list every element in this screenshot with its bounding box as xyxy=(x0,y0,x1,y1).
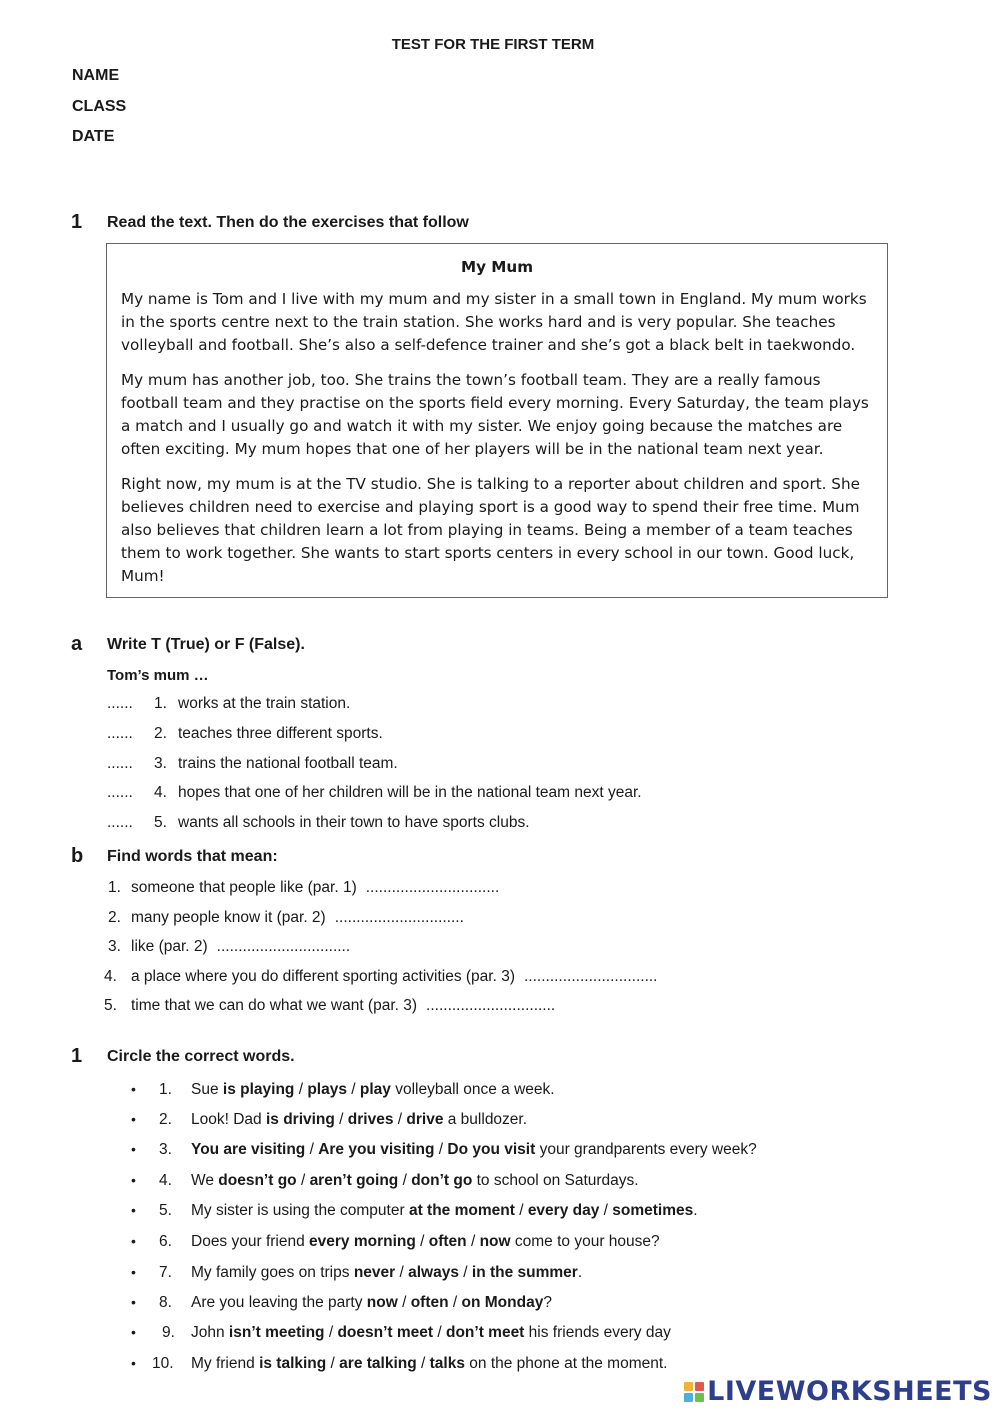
word-option[interactable]: at the moment xyxy=(408,1202,515,1219)
sentence-text: Look! Dad xyxy=(191,1111,266,1128)
word-option[interactable]: now xyxy=(366,1294,398,1311)
sentence-text: / xyxy=(326,1355,340,1372)
word-option[interactable]: always xyxy=(408,1264,459,1281)
bullet-icon: • xyxy=(131,1141,136,1157)
item-number: 7. xyxy=(159,1264,172,1281)
word-option[interactable]: never xyxy=(353,1264,396,1281)
item-number: 1. xyxy=(108,879,121,896)
sentence-text: / xyxy=(346,1081,360,1098)
find-words-instruction: Find words that mean: xyxy=(107,848,278,865)
bullet-icon: • xyxy=(131,1264,136,1280)
answer-blank: ...... xyxy=(107,784,133,801)
answer-blank: ...... xyxy=(107,695,133,712)
circle-words-item xyxy=(131,1355,667,1373)
name-label: NAME xyxy=(72,67,120,84)
word-option[interactable]: now xyxy=(479,1233,511,1250)
true-false-item xyxy=(107,755,398,773)
sentence-text: My friend xyxy=(191,1355,260,1372)
item-text: teaches three different sports. xyxy=(178,725,383,742)
reading-title: My Mum xyxy=(460,258,534,276)
sentence-text: ? xyxy=(543,1294,552,1311)
circle-words-item xyxy=(131,1264,582,1282)
word-option[interactable]: often xyxy=(410,1294,449,1311)
word-option[interactable]: aren’t going xyxy=(309,1172,399,1189)
true-false-item xyxy=(107,784,642,802)
sentence-text: to school on Saturdays. xyxy=(472,1172,639,1189)
section-letter-b: b xyxy=(71,845,84,867)
bullet-icon: • xyxy=(131,1202,136,1218)
sentence-text: My sister is using the computer xyxy=(191,1202,409,1219)
find-words-item xyxy=(104,997,555,1015)
item-text: like (par. 2) xyxy=(131,938,208,955)
liveworksheets-logo xyxy=(684,1376,992,1407)
circle-words-item xyxy=(131,1294,552,1312)
sentence-text: Sue xyxy=(191,1081,223,1098)
answer-blank: ............................... xyxy=(365,879,500,896)
sentence-text: on the phone at the moment. xyxy=(464,1355,668,1372)
section-number-2: 1 xyxy=(71,1045,83,1067)
word-option[interactable]: drives xyxy=(347,1111,394,1128)
sentence-text: John xyxy=(191,1324,229,1341)
sentence-text: Does your friend xyxy=(191,1233,310,1250)
class-label: CLASS xyxy=(72,98,127,115)
sentence-text: / xyxy=(448,1294,462,1311)
item-number: 4. xyxy=(104,968,117,985)
logo-tile xyxy=(695,1393,704,1402)
word-option[interactable]: is driving xyxy=(265,1111,335,1128)
sentence-text: / xyxy=(305,1141,319,1158)
section-number: 1 xyxy=(71,211,83,233)
logo-tile xyxy=(684,1393,693,1402)
sentence-text: / xyxy=(416,1355,430,1372)
item-text: trains the national football team. xyxy=(178,755,398,772)
word-option[interactable]: are talking xyxy=(339,1355,417,1372)
sentence-text: his friends every day xyxy=(524,1324,671,1341)
answer-blank: ...... xyxy=(107,814,133,831)
item-number: 3. xyxy=(108,938,121,955)
sentence-text: My family goes on trips xyxy=(191,1264,354,1281)
word-option[interactable]: don’t go xyxy=(411,1172,473,1189)
item-number: 2. xyxy=(159,1111,172,1128)
sentence-text: . xyxy=(693,1202,698,1219)
sentence-text: / xyxy=(599,1202,613,1219)
item-text: hopes that one of her children will be in the national team next year. xyxy=(178,784,642,801)
item-number: 5. xyxy=(154,814,167,831)
bullet-icon: • xyxy=(131,1324,136,1340)
circle-words-item xyxy=(131,1172,639,1190)
liveworksheets-logo-icon xyxy=(684,1382,704,1402)
sentence-text: come to your house? xyxy=(510,1233,660,1250)
word-option[interactable]: is playing xyxy=(222,1081,295,1098)
find-words-item xyxy=(104,968,657,986)
true-false-item xyxy=(107,695,350,713)
circle-words-item xyxy=(131,1324,671,1342)
answer-blank: ............................... xyxy=(216,938,351,955)
item-number: 6. xyxy=(159,1233,172,1250)
item-number: 3. xyxy=(154,755,167,772)
sentence-text: Are you leaving the party xyxy=(191,1294,367,1311)
word-option[interactable]: You are visiting xyxy=(191,1141,306,1158)
word-option[interactable]: every day xyxy=(527,1202,600,1219)
sentence-text: / xyxy=(395,1264,409,1281)
word-option[interactable]: Are you visiting xyxy=(318,1141,435,1158)
true-false-lead: Tom’s mum … xyxy=(107,667,209,684)
word-option[interactable]: every morning xyxy=(309,1233,416,1250)
item-number: 4. xyxy=(159,1172,172,1189)
item-number: 2. xyxy=(154,725,167,742)
date-label: DATE xyxy=(72,128,115,145)
item-text: someone that people like (par. 1) xyxy=(131,879,357,896)
sentence-text: / xyxy=(398,1172,412,1189)
circle-words-item xyxy=(131,1111,527,1129)
sentence-text: / xyxy=(334,1111,348,1128)
answer-blank: ............................... xyxy=(523,968,658,985)
true-false-item xyxy=(107,725,383,743)
sentence-text: We xyxy=(191,1172,219,1189)
sentence-text: / xyxy=(434,1141,448,1158)
item-number: 2. xyxy=(108,909,121,926)
item-number: 10. xyxy=(152,1355,174,1372)
section-instruction: Read the text. Then do the exercises that follow xyxy=(107,214,469,231)
circle-words-item xyxy=(131,1233,660,1251)
sentence-text: / xyxy=(397,1294,411,1311)
sentence-text: / xyxy=(458,1264,472,1281)
sentence-text: / xyxy=(466,1233,480,1250)
sentence-text: / xyxy=(514,1202,528,1219)
word-option[interactable]: Do you visit xyxy=(447,1141,536,1158)
find-words-item xyxy=(108,938,350,956)
item-number: 4. xyxy=(154,784,167,801)
item-number: 3. xyxy=(159,1141,172,1158)
answer-blank: ...... xyxy=(107,725,133,742)
item-number: 8. xyxy=(159,1294,172,1311)
bullet-icon: • xyxy=(131,1294,136,1310)
bullet-icon: • xyxy=(131,1081,136,1097)
section-letter-a: a xyxy=(71,633,83,655)
bullet-icon: • xyxy=(131,1233,136,1249)
bullet-icon: • xyxy=(131,1111,136,1127)
sentence-text: / xyxy=(294,1081,308,1098)
item-number: 1. xyxy=(154,695,167,712)
sentence-text: . xyxy=(577,1264,583,1281)
reading-paragraph-2: My mum has another job, too. She trains the town’s football team. They are a really famous football team and they practise on the sports field every morning. Every Saturday, the team plays a match and I usually go and watch it with my sister. We enjoy going because the matches are often exciting. My mum hopes that one of her players will be in the national team next year. xyxy=(121,371,869,458)
true-false-item xyxy=(107,814,530,832)
find-words-item xyxy=(108,879,499,897)
word-option[interactable]: is talking xyxy=(259,1355,327,1372)
reading-paragraph-1: My name is Tom and I live with my mum and my sister in a small town in England. My mum works in the sports centre next to the train station. She works hard and is very popular. She teaches volleyball and football. She’s also a self-defence trainer and she’s got a black belt in taekwondo. xyxy=(121,290,867,354)
sentence-text: your grandparents every week? xyxy=(535,1141,757,1158)
word-option[interactable]: drive xyxy=(406,1111,444,1128)
page-title: TEST FOR THE FIRST TERM xyxy=(391,36,595,53)
reading-text-box xyxy=(106,243,888,598)
word-option[interactable]: play xyxy=(359,1081,391,1098)
item-number: 9. xyxy=(162,1324,175,1341)
circle-words-item xyxy=(131,1081,555,1099)
word-option[interactable]: often xyxy=(428,1233,467,1250)
sentence-text: / xyxy=(393,1111,407,1128)
word-option[interactable]: in the summer xyxy=(471,1264,578,1281)
circle-words-item xyxy=(131,1202,698,1220)
word-option[interactable]: talks xyxy=(429,1355,465,1372)
answer-blank: ...... xyxy=(107,755,133,772)
word-option[interactable]: doesn’t meet xyxy=(337,1324,434,1341)
sentence-text: volleyball once a week. xyxy=(390,1081,555,1098)
logo-tile xyxy=(684,1382,693,1391)
sentence-text: / xyxy=(415,1233,429,1250)
item-number: 1. xyxy=(159,1081,172,1098)
sentence-text: / xyxy=(433,1324,446,1341)
find-words-item xyxy=(108,909,464,927)
sentence-text: / xyxy=(324,1324,338,1341)
word-option[interactable]: plays xyxy=(307,1081,347,1098)
item-number: 5. xyxy=(159,1202,172,1219)
reading-paragraph-3: Right now, my mum is at the TV studio. She is talking to a reporter about children and sport. She believes children need to exercise and playing sport is a good way to spend their free time. Mum also believes that children learn a lot from playing in teams. Being a member of a team teaches them to work together. She wants to start sports centers in every school in our town. Good luck, Mum! xyxy=(121,475,860,585)
logo-tile xyxy=(695,1382,704,1391)
word-option[interactable]: sometimes xyxy=(612,1202,694,1219)
item-text: time that we can do what we want (par. 3) xyxy=(131,997,418,1014)
word-option[interactable]: doesn’t go xyxy=(218,1172,297,1189)
answer-blank: .............................. xyxy=(334,909,464,926)
circle-words-item xyxy=(131,1141,757,1159)
word-option[interactable]: isn’t meeting xyxy=(228,1324,325,1341)
item-text: many people know it (par. 2) xyxy=(131,909,326,926)
item-number: 5. xyxy=(104,997,117,1014)
word-option[interactable]: on Monday xyxy=(461,1294,544,1311)
true-false-instruction: Write T (True) or F (False). xyxy=(107,636,305,653)
item-text: wants all schools in their town to have sports clubs. xyxy=(178,814,530,831)
sentence-text: / xyxy=(296,1172,310,1189)
circle-words-instruction: Circle the correct words. xyxy=(107,1048,295,1065)
item-text: a place where you do different sporting activities (par. 3) xyxy=(131,968,515,985)
sentence-text: a bulldozer. xyxy=(443,1111,528,1128)
answer-blank: .............................. xyxy=(426,997,556,1014)
item-text: works at the train station. xyxy=(178,695,351,712)
liveworksheets-logo-text: LIVEWORKSHEETS xyxy=(707,1376,992,1407)
word-option[interactable]: don’t meet xyxy=(445,1324,525,1341)
bullet-icon: • xyxy=(131,1172,136,1188)
bullet-icon: • xyxy=(131,1355,136,1371)
